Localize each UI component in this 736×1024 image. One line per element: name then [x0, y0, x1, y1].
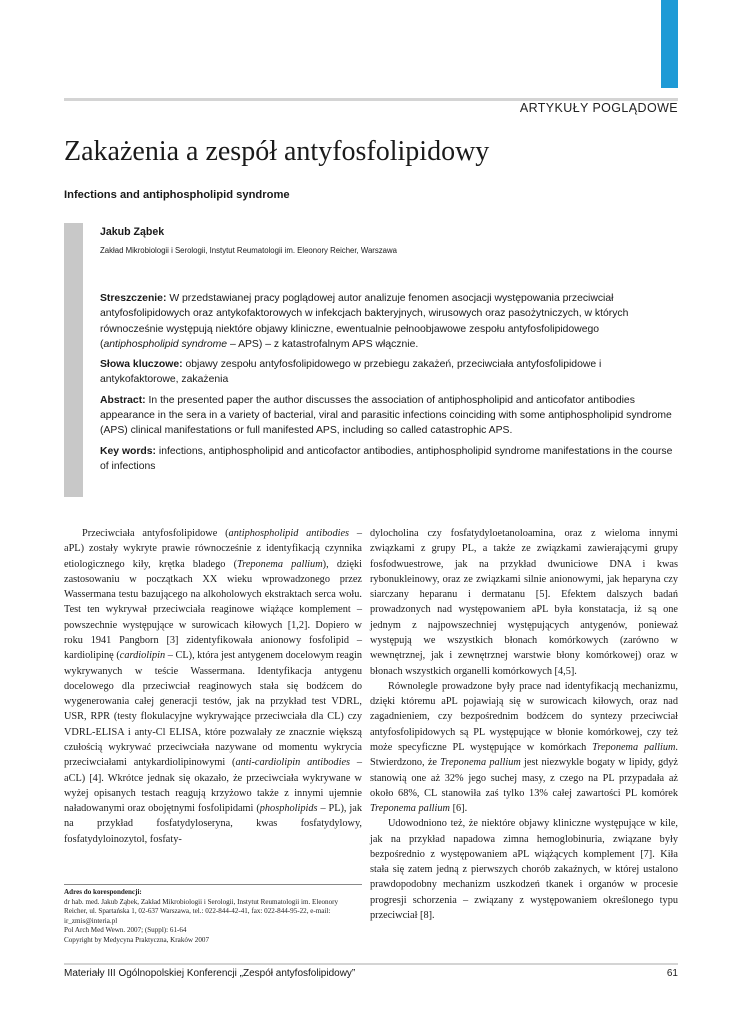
keywords-label: Key words: — [100, 445, 157, 457]
slowa-label: Słowa kluczowe: — [100, 359, 183, 371]
text-italic: Treponema pallium — [440, 757, 521, 769]
footer-conference: Materiały III Ogólnopolskiej Konferencji „Zespół antyfosfolipidowy” — [64, 968, 356, 979]
citation: Pol Arch Med Wewn. 2007; (Suppl): 61-64 — [64, 926, 187, 935]
text-run: Równolegle prowadzone były prace nad identyfikacją mechanizmu, dzięki któremu aPL pojawiają się w surowicach kiłowych, oraz nad zagadnieniem, czy bezpośrednim bodźcem do syntezy przeciwciał antyfosfolipidowych są PL występujące w błonie komórkowej, czy też może specyficzne PL występujące w komórkach — [370, 680, 678, 753]
copyright: Copyright by Medycyna Praktyczna, Kraków 2007 — [64, 935, 209, 944]
slowa-text: objawy zespołu antyfosfolipidowego w przebiegu zakażeń, przeciwciała antyfosfolipidowe i antykofaktorowe, zakażenia — [100, 359, 602, 386]
body-paragraph: Udowodniono też, że niektóre objawy kliniczne występujące w kile, jak na przykład napadowa zimna hemoglobinuria, związane były bezpośrednio z występowaniem aPL wiążących komplement [7]. Kiła stała się zatem jedną z pierwszych chorób zakaźnych, w której ustalono prawdopodobny mechanizm uszkodzeń tkanek i organów w procesie progresji schorzenia – związany z występowaniem określonego typu przeciwciał [8]. — [370, 818, 678, 922]
streszczenie-text-end: – APS) – z katastrofalnym APS włącznie. — [227, 338, 419, 350]
abstract-label: Abstract: — [100, 394, 146, 406]
text-italic: cardiolipin — [119, 650, 166, 662]
article-subtitle: Infections and antiphospholipid syndrome — [64, 189, 290, 201]
abstract-text: In the presented paper the author discusses the association of antiphospholipid and anticofator antibodies appearance in the sera in a variety of bacterial, viral and parasitic infections coinciding with some antiphospholipid syndrome (APS) clinical manifestations or full manifested APS, including so called catastrophic APS. — [100, 394, 672, 437]
text-italic: phospholipids — [259, 803, 318, 815]
text-italic: anti-cardiolipin antibodies — [235, 757, 351, 769]
text-run: – aCL) [4]. Wkrótce jednak się okazało, że przeciwciała wykrywane w wyżej opisanych testach reagują krzyżowo także z innymi ujemnie naładowanymi oraz obojętnymi fosfolipidami ( — [64, 757, 362, 815]
body-paragraph — [64, 526, 362, 847]
text-italic: Treponema pallium — [370, 803, 450, 815]
section-label: ARTYKUŁY POGLĄDOWE — [519, 101, 678, 115]
bottom-rule — [64, 963, 678, 965]
text-italic: Treponema pallium — [592, 741, 676, 753]
text-run: ), dzięki zastosowaniu w początkach XX wieku wprowadzonego przez Wassermana testu bazującego na alkoholowych ekstraktach serca wołu. Test ten wykrywał przeciwciała reaginowe wiążące komplement – powszechnie występujące w surowicach kiłowych [1,2]. Dopiero w roku 1941 Pangborn [3] zidentyfikowała anionowy fosfolipid – kardiolipinę ( — [64, 558, 362, 662]
correspondence-address: dr hab. med. Jakub Ząbek, Zakład Mikrobiologii i Serologii, Instytut Reumatologii im. Eleonory Reicher, ul. Spartańska 1, 02-637 Warszawa, tel.: 022-844-42-41, fax: 022-844-95-22, e-mail: ir_zmis@interia.pl — [64, 897, 339, 925]
correspondence-note — [64, 884, 362, 946]
accent-bar — [661, 0, 678, 88]
body-paragraph — [370, 679, 678, 817]
streszczenie-label: Streszczenie: — [100, 293, 167, 304]
key-words — [100, 444, 678, 475]
text-run: – PL), jak na przykład fosfatydyloseryna, kwas fosfatydylowy, fosfatydyloinozytol, fosfaty- — [64, 803, 362, 845]
text-run: Przeciwciała antyfosfolipidowe ( — [82, 528, 229, 539]
abstract-block — [100, 291, 678, 474]
text-run: jest niezwykle bogaty w lipidy, gdyż stanowią one aż 32% jego suchej masy, z czego na PL przypadała aż około 68%, CL stanowiła zaś tylko 13% całej zawartości PL komórek — [370, 757, 679, 799]
streszczenie-text: W przedstawianej pracy poglądowej autor analizuje fenomen asocjacji występowania przeciwciał antyfosfolipidowych oraz antykofaktorowych w infekcjach bakteryjnych, wirusowych oraz pasożytniczych, w których równocześnie występują niektóre objawy kliniczne, ewentualnie pełnoobjawowe zespołu antyfosfolipidowego ( — [100, 293, 629, 350]
streszczenie — [100, 291, 678, 352]
streszczenie-italic: antiphospholipid syndrome — [103, 338, 228, 350]
text-italic: antiphospholipid antibodies — [228, 528, 350, 539]
abstract-en — [100, 393, 678, 439]
body-paragraph: dylocholina czy fosfatydyloetanoloamina, oraz z wieloma innymi związkami z grupy PL, a także ze związkami zawierającymi grupy fosfodwuestrowe, jak na przykład dwuniciowe DNA i kwas rybonukleinowy, oraz ze związkami silnie anionowymi, jak heparyna czy siarczany heparanu i dermatanu [5]. Efektem dalszych badań prowadzonych nad występowaniem aPL była konstatacja, iż są one jednym z najpowszechniej występujących antygenów, ponieważ występują we wszystkich błonach komórkowych (zarówno w wewnętrznej, jak i zewnętrznej warstwie błony komórkowej) oraz w błonach wszystkich organelli komórkowych [4,5]. — [370, 528, 678, 677]
keywords-text: infections, antiphospholipid and anticofactor antibodies, antiphospholipid syndrome manifestations in the course of infections — [100, 445, 673, 472]
text-run: – aPL) zostały wykryte prawie równocześnie z identyfikacją czynnika etiologicznego kiły, krętka bladego ( — [64, 528, 362, 570]
abstract-sidebar — [64, 223, 83, 497]
slowa-kluczowe — [100, 357, 678, 388]
text-run: – CL), która jest antygenem docelowym reagin wykrywanych w teście Wassermana. Identyfikacja antygenu docelowego dla przeciwciał reaginowych stała się bodźcem do wygenerowania całej generacji testów, jak na przykład test VDRL, USR, RPR (testy flokulacyjne wykrywające przeciwciała dla CL) czy VDRL-ELISA i anty-Cl ELISA, które pozwalały ze znacznie większą czułością wykrywać przeciwciała nazywane od momentu wykrycia przeciwciałami antykardiolipinowymi ( — [64, 650, 362, 769]
body-column-left — [64, 526, 362, 847]
author-affiliation: Zakład Mikrobiologii i Serologii, Instytut Reumatologii im. Eleonory Reicher, Warszawa — [100, 246, 397, 255]
text-run: [6]. — [450, 803, 468, 815]
page-number: 61 — [666, 968, 678, 979]
text-italic: Treponema pallium — [237, 558, 323, 570]
body-column-right — [370, 526, 678, 923]
text-run: . Stwierdzono, że — [370, 741, 678, 769]
correspondence-heading: Adres do korespondencji: — [64, 888, 142, 896]
article-title: Zakażenia a zespół antyfosfolipidowy — [64, 136, 490, 167]
author-name: Jakub Ząbek — [100, 226, 165, 238]
